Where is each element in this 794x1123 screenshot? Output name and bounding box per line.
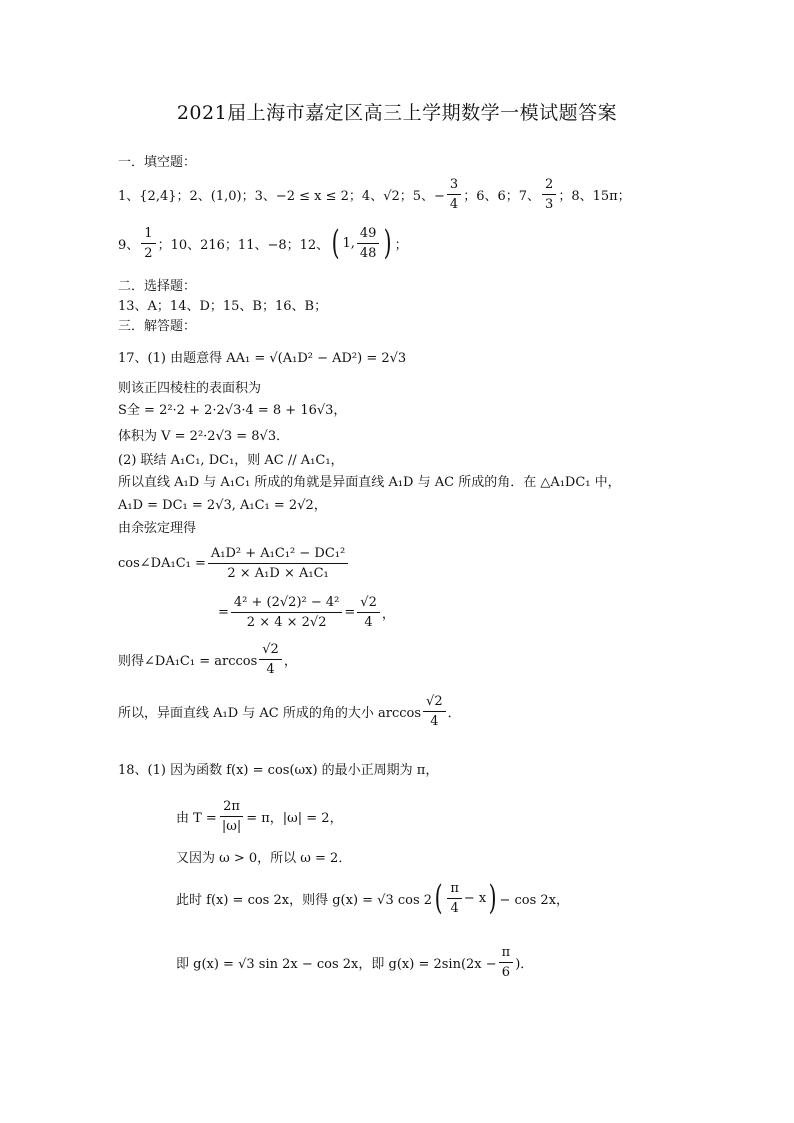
answer-text: 1、{2,4}；2、(1,0)；3、−2 ≤ x ≤ 2；4、√2；5、− — [118, 188, 445, 204]
section-heading-fill-blank: 一．填空题： — [118, 155, 197, 170]
numerator: 4² + (2√2)² − 4² — [231, 595, 342, 613]
g-text: 即 g(x) = √3 sin 2x − cos 2x，即 g(x) = 2sin(2x − — [176, 956, 497, 972]
right-paren: ) — [384, 223, 393, 263]
final-conclusion-text: 所以，异面直线 A₁D 与 AC 所成的角的大小 arccos — [118, 705, 422, 721]
q17-line-5: (2) 联结 A₁C₁, DC₁，则 AC // A₁C₁， — [118, 453, 344, 468]
numerator: π — [447, 881, 462, 899]
q17-line-6: 所以直线 A₁D 与 A₁C₁ 所成的角就是异面直线 A₁D 与 AC 所成的角．在 △A₁DC₁ 中， — [118, 475, 621, 490]
g-simplified — [176, 940, 533, 984]
period-text: = π，|ω| = 2， — [246, 810, 343, 826]
fraction — [231, 595, 342, 630]
denominator: 2 — [144, 245, 153, 261]
page-title: 2021届上海市嘉定区高三上学期数学一模试题答案 — [176, 102, 618, 124]
numerator: 2π — [220, 799, 243, 817]
q17-line-8: 由余弦定理得 — [118, 521, 197, 536]
numerator: 3 — [447, 177, 461, 195]
fraction — [423, 694, 446, 729]
denominator: |ω| — [221, 818, 242, 834]
fraction — [141, 226, 155, 261]
answer-text: 1, — [342, 235, 355, 251]
fraction — [542, 177, 556, 212]
denominator: 4 — [449, 196, 459, 212]
fraction — [447, 177, 461, 212]
denominator: 2 × 4 × 2√2 — [246, 614, 327, 630]
angle-result-text: 则得∠DA₁C₁ = arccos — [118, 653, 258, 669]
g-text: − x — [463, 890, 487, 906]
fraction — [499, 945, 514, 980]
punctuation: ， — [283, 653, 297, 669]
denominator: 4 — [430, 713, 439, 729]
period-equation — [176, 794, 343, 838]
period-text: 由 T = — [176, 810, 217, 826]
g-text: )． — [515, 956, 534, 972]
denominator: 4 — [450, 900, 459, 916]
section-heading-solutions: 三．解答题： — [118, 319, 197, 334]
numerator: 49 — [357, 226, 380, 244]
section-heading-choice: 二．选择题： — [118, 279, 197, 294]
left-paren: ( — [331, 223, 340, 263]
left-paren: ( — [434, 878, 443, 918]
q18-line-1: 18、(1) 因为函数 f(x) = cos(ωx) 的最小正周期为 π， — [118, 763, 439, 778]
g-definition — [176, 876, 569, 920]
denominator: 4 — [364, 614, 373, 630]
q17-line-7: A₁D = DC₁ = 2√3, A₁C₁ = 2√2， — [118, 498, 327, 513]
fraction — [219, 799, 244, 834]
numerator: 1 — [141, 226, 155, 244]
equals: = — [344, 604, 356, 620]
denominator: 2 × A₁D × A₁C₁ — [227, 565, 329, 581]
denominator: 3 — [545, 196, 554, 212]
right-paren: ) — [488, 878, 497, 918]
q17-line-4: 体积为 V = 2²·2√3 = 8√3． — [118, 429, 290, 444]
q17-line-2: 则该正四棱柱的表面积为 — [118, 381, 262, 396]
numerator: √2 — [423, 694, 446, 712]
numerator: A₁D² + A₁C₁² − DC₁² — [208, 546, 348, 564]
numerator: √2 — [259, 642, 282, 660]
q18-omega-line: 又因为 ω > 0，所以 ω = 2． — [176, 851, 352, 866]
fraction — [357, 595, 380, 630]
q17-line-1: 17、(1) 由题意得 AA₁ = √(A₁D² − AD²) = 2√3 — [118, 351, 407, 366]
angle-result — [118, 638, 297, 680]
numerator: √2 — [357, 595, 380, 613]
fraction — [447, 881, 462, 916]
answer-row-2 — [118, 222, 408, 264]
fraction — [259, 642, 282, 677]
cosine-lhs: cos∠DA₁C₁ = — [118, 555, 206, 571]
answer-text: ；10、216；11、−8；12、 — [157, 237, 330, 253]
answer-row-1 — [118, 174, 631, 214]
numerator: π — [499, 945, 514, 963]
g-text: 此时 f(x) = cos 2x，则得 g(x) = √3 cos 2 — [176, 892, 433, 908]
answer-text: 9、 — [118, 237, 140, 253]
fraction — [208, 546, 348, 581]
answer-text: ；6、6；7、 — [463, 188, 541, 204]
denominator: 4 — [266, 661, 275, 677]
choice-answers: 13、A；14、D；15、B；16、B； — [118, 299, 328, 314]
answer-text: ；8、15π； — [558, 188, 631, 204]
numerator: 2 — [542, 177, 556, 195]
q17-line-3: S全 = 2²·2 + 2·2√3·4 = 8 + 16√3， — [118, 403, 347, 418]
g-text: − cos 2x， — [499, 892, 570, 908]
denominator: 48 — [359, 245, 377, 261]
punctuation: ， — [381, 606, 395, 622]
denominator: 6 — [501, 964, 511, 980]
fraction — [357, 226, 380, 261]
answer-text: ； — [394, 237, 408, 253]
final-conclusion — [118, 690, 461, 732]
cosine-formula — [118, 542, 350, 584]
cosine-evaluation — [218, 590, 395, 634]
punctuation: ． — [447, 705, 461, 721]
equals: = — [218, 604, 229, 620]
